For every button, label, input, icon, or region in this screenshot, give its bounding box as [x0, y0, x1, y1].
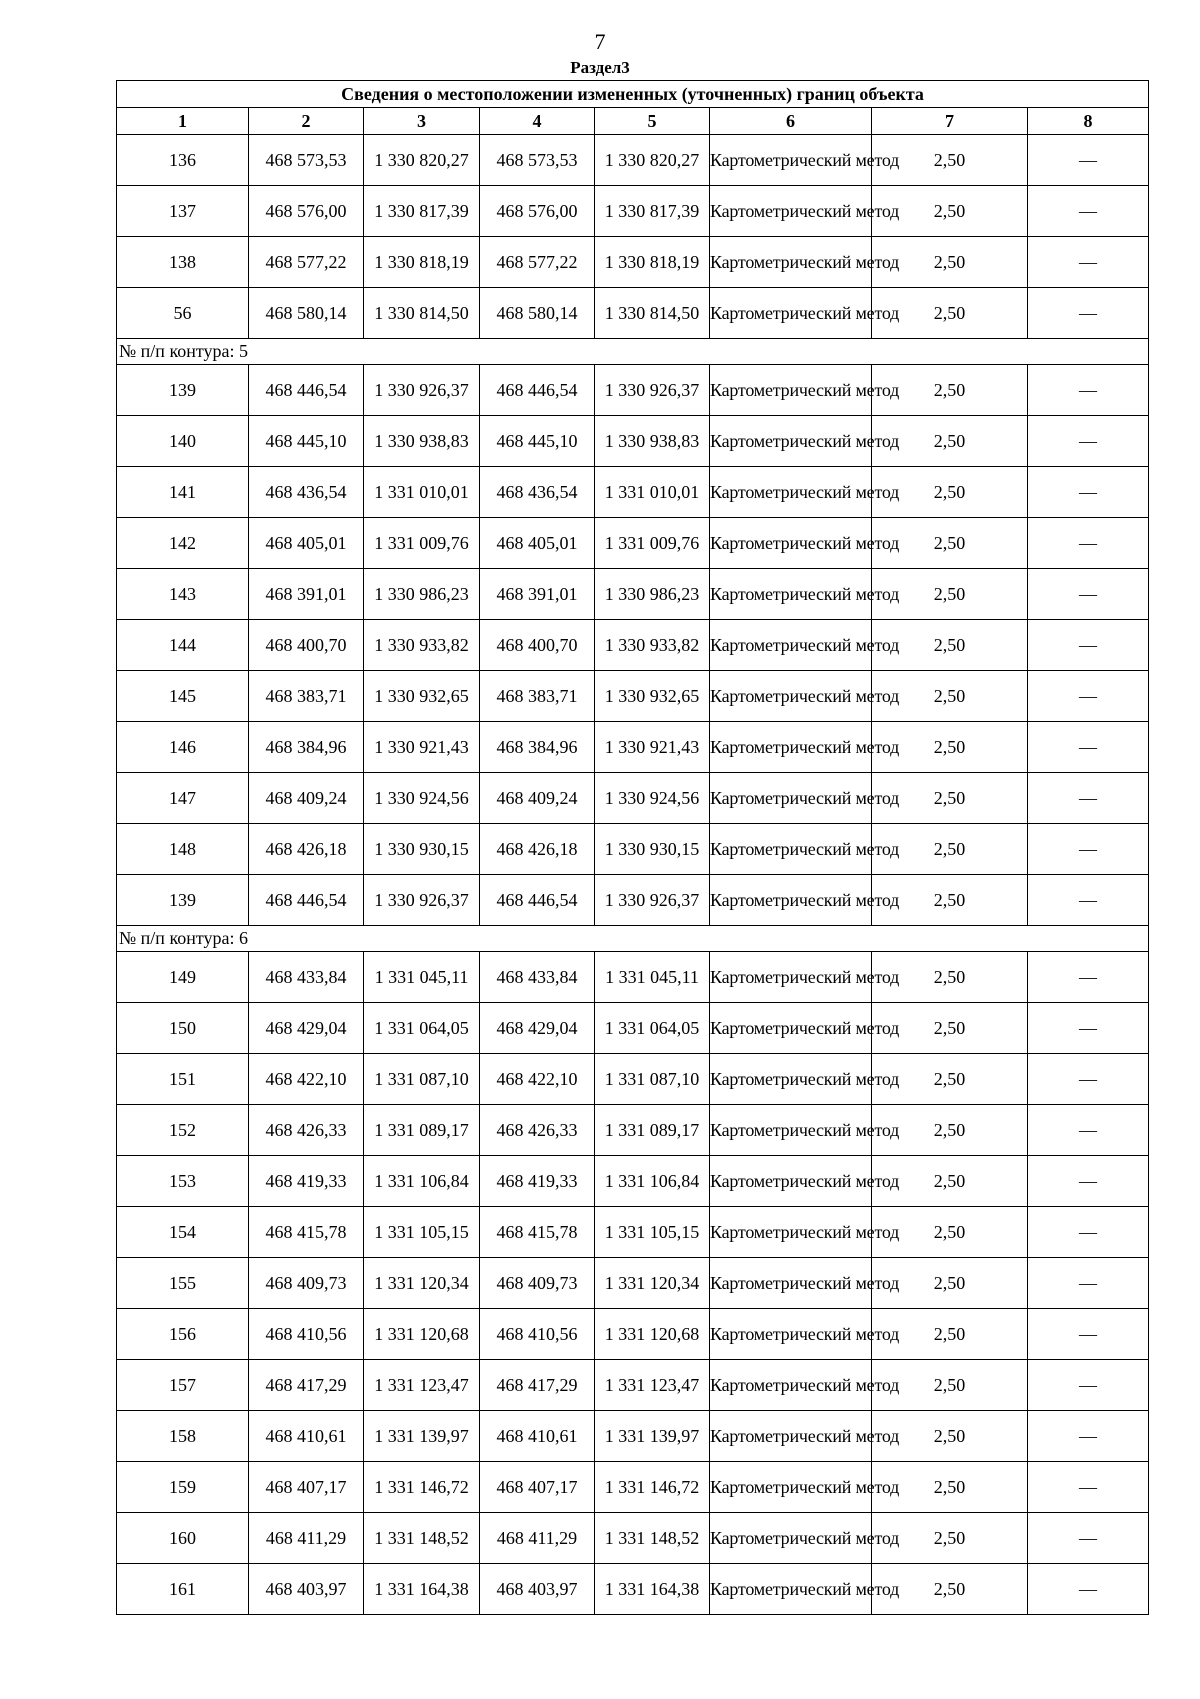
page-number: 7: [594, 29, 606, 54]
precision-cell: 2,50: [872, 1513, 1028, 1564]
method-cell: Картометрический метод: [710, 620, 872, 671]
y-new-cell: 1 331 106,84: [595, 1156, 710, 1207]
x-existing-cell: 468 415,78: [249, 1207, 364, 1258]
y-new-cell: 1 330 921,43: [595, 722, 710, 773]
y-existing-cell: 1 331 106,84: [364, 1156, 480, 1207]
coordinates-table: [116, 80, 1149, 1615]
precision-cell: 2,50: [872, 722, 1028, 773]
dash-cell: —: [1028, 237, 1149, 288]
precision-cell: 2,50: [872, 237, 1028, 288]
point-number-cell: 157: [117, 1360, 249, 1411]
x-existing-cell: 468 422,10: [249, 1054, 364, 1105]
y-existing-cell: 1 331 164,38: [364, 1564, 480, 1615]
x-new-cell: 468 411,29: [480, 1513, 595, 1564]
precision-cell: 2,50: [872, 1309, 1028, 1360]
x-new-cell: 468 433,84: [480, 952, 595, 1003]
x-new-cell: 468 391,01: [480, 569, 595, 620]
method-cell: Картометрический метод: [710, 1105, 872, 1156]
dash-cell: —: [1028, 1003, 1149, 1054]
point-number-cell: 142: [117, 518, 249, 569]
table-row: [117, 1309, 1149, 1360]
x-new-cell: 468 573,53: [480, 135, 595, 186]
precision-cell: 2,50: [872, 518, 1028, 569]
precision-cell: 2,50: [872, 620, 1028, 671]
method-cell: Картометрический метод: [710, 1258, 872, 1309]
point-number-cell: 156: [117, 1309, 249, 1360]
dash-cell: —: [1028, 1105, 1149, 1156]
y-new-cell: 1 331 139,97: [595, 1411, 710, 1462]
dash-cell: —: [1028, 1462, 1149, 1513]
method-cell: Картометрический метод: [710, 1054, 872, 1105]
method-cell: Картометрический метод: [710, 1309, 872, 1360]
column-header: 8: [1028, 108, 1149, 135]
table-row: [117, 1513, 1149, 1564]
table-row: [117, 186, 1149, 237]
x-existing-cell: 468 433,84: [249, 952, 364, 1003]
table-row: [117, 1411, 1149, 1462]
x-existing-cell: 468 419,33: [249, 1156, 364, 1207]
x-new-cell: 468 400,70: [480, 620, 595, 671]
x-existing-cell: 468 411,29: [249, 1513, 364, 1564]
y-existing-cell: 1 331 120,68: [364, 1309, 480, 1360]
dash-cell: —: [1028, 671, 1149, 722]
table-row: [117, 288, 1149, 339]
x-existing-cell: 468 445,10: [249, 416, 364, 467]
precision-cell: 2,50: [872, 1258, 1028, 1309]
y-existing-cell: 1 330 921,43: [364, 722, 480, 773]
method-cell: Картометрический метод: [710, 952, 872, 1003]
precision-cell: 2,50: [872, 952, 1028, 1003]
point-number-cell: 158: [117, 1411, 249, 1462]
x-existing-cell: 468 403,97: [249, 1564, 364, 1615]
x-new-cell: 468 419,33: [480, 1156, 595, 1207]
x-new-cell: 468 446,54: [480, 365, 595, 416]
table-row: [117, 569, 1149, 620]
dash-cell: —: [1028, 1564, 1149, 1615]
column-header: 5: [595, 108, 710, 135]
x-existing-cell: 468 405,01: [249, 518, 364, 569]
y-new-cell: 1 330 924,56: [595, 773, 710, 824]
table-header-row: [117, 108, 1149, 135]
precision-cell: 2,50: [872, 1003, 1028, 1054]
x-existing-cell: 468 446,54: [249, 875, 364, 926]
dash-cell: —: [1028, 135, 1149, 186]
x-existing-cell: 468 573,53: [249, 135, 364, 186]
precision-cell: 2,50: [872, 1156, 1028, 1207]
x-existing-cell: 468 426,18: [249, 824, 364, 875]
y-new-cell: 1 330 986,23: [595, 569, 710, 620]
y-existing-cell: 1 330 930,15: [364, 824, 480, 875]
x-existing-cell: 468 580,14: [249, 288, 364, 339]
precision-cell: 2,50: [872, 365, 1028, 416]
point-number-cell: 139: [117, 365, 249, 416]
y-existing-cell: 1 330 986,23: [364, 569, 480, 620]
dash-cell: —: [1028, 1258, 1149, 1309]
method-cell: Картометрический метод: [710, 569, 872, 620]
y-existing-cell: 1 330 933,82: [364, 620, 480, 671]
precision-cell: 2,50: [872, 824, 1028, 875]
x-new-cell: 468 580,14: [480, 288, 595, 339]
method-cell: Картометрический метод: [710, 1360, 872, 1411]
dash-cell: —: [1028, 875, 1149, 926]
table-row: [117, 1360, 1149, 1411]
precision-cell: 2,50: [872, 1564, 1028, 1615]
y-existing-cell: 1 330 817,39: [364, 186, 480, 237]
point-number-cell: 136: [117, 135, 249, 186]
dash-cell: —: [1028, 773, 1149, 824]
point-number-cell: 150: [117, 1003, 249, 1054]
y-existing-cell: 1 331 045,11: [364, 952, 480, 1003]
y-new-cell: 1 330 818,19: [595, 237, 710, 288]
table-row: [117, 1054, 1149, 1105]
dash-cell: —: [1028, 824, 1149, 875]
dash-cell: —: [1028, 620, 1149, 671]
contour-label: № п/п контура: 5: [117, 339, 1149, 365]
dash-cell: —: [1028, 288, 1149, 339]
precision-cell: 2,50: [872, 1054, 1028, 1105]
x-existing-cell: 468 429,04: [249, 1003, 364, 1054]
x-new-cell: 468 422,10: [480, 1054, 595, 1105]
column-header: 4: [480, 108, 595, 135]
x-existing-cell: 468 407,17: [249, 1462, 364, 1513]
table-row: [117, 1207, 1149, 1258]
y-new-cell: 1 331 164,38: [595, 1564, 710, 1615]
dash-cell: —: [1028, 1054, 1149, 1105]
x-existing-cell: 468 409,73: [249, 1258, 364, 1309]
y-new-cell: 1 331 148,52: [595, 1513, 710, 1564]
point-number-cell: 137: [117, 186, 249, 237]
x-new-cell: 468 410,56: [480, 1309, 595, 1360]
point-number-cell: 141: [117, 467, 249, 518]
dash-cell: —: [1028, 1309, 1149, 1360]
dash-cell: —: [1028, 518, 1149, 569]
table-row: [117, 1003, 1149, 1054]
dash-cell: —: [1028, 722, 1149, 773]
x-new-cell: 468 409,24: [480, 773, 595, 824]
table-row: [117, 952, 1149, 1003]
table-row: [117, 365, 1149, 416]
y-existing-cell: 1 330 926,37: [364, 365, 480, 416]
point-number-cell: 140: [117, 416, 249, 467]
precision-cell: 2,50: [872, 467, 1028, 518]
table-body: [117, 135, 1149, 1615]
table-row: [117, 824, 1149, 875]
x-existing-cell: 468 446,54: [249, 365, 364, 416]
method-cell: Картометрический метод: [710, 671, 872, 722]
point-number-cell: 151: [117, 1054, 249, 1105]
point-number-cell: 56: [117, 288, 249, 339]
precision-cell: 2,50: [872, 773, 1028, 824]
method-cell: Картометрический метод: [710, 416, 872, 467]
x-existing-cell: 468 410,56: [249, 1309, 364, 1360]
dash-cell: —: [1028, 416, 1149, 467]
x-new-cell: 468 576,00: [480, 186, 595, 237]
y-existing-cell: 1 331 139,97: [364, 1411, 480, 1462]
x-new-cell: 468 410,61: [480, 1411, 595, 1462]
x-existing-cell: 468 384,96: [249, 722, 364, 773]
x-existing-cell: 468 436,54: [249, 467, 364, 518]
method-cell: Картометрический метод: [710, 237, 872, 288]
method-cell: Картометрический метод: [710, 722, 872, 773]
y-new-cell: 1 330 930,15: [595, 824, 710, 875]
y-existing-cell: 1 330 814,50: [364, 288, 480, 339]
y-existing-cell: 1 330 924,56: [364, 773, 480, 824]
x-new-cell: 468 429,04: [480, 1003, 595, 1054]
method-cell: Картометрический метод: [710, 135, 872, 186]
column-header: 1: [117, 108, 249, 135]
dash-cell: —: [1028, 1360, 1149, 1411]
y-new-cell: 1 331 010,01: [595, 467, 710, 518]
y-existing-cell: 1 331 148,52: [364, 1513, 480, 1564]
method-cell: Картометрический метод: [710, 824, 872, 875]
x-new-cell: 468 426,18: [480, 824, 595, 875]
method-cell: Картометрический метод: [710, 518, 872, 569]
precision-cell: 2,50: [872, 1462, 1028, 1513]
method-cell: Картометрический метод: [710, 365, 872, 416]
method-cell: Картометрический метод: [710, 1462, 872, 1513]
y-new-cell: 1 331 064,05: [595, 1003, 710, 1054]
precision-cell: 2,50: [872, 416, 1028, 467]
table-row: [117, 237, 1149, 288]
x-existing-cell: 468 417,29: [249, 1360, 364, 1411]
method-cell: Картометрический метод: [710, 186, 872, 237]
y-existing-cell: 1 331 010,01: [364, 467, 480, 518]
column-header: 3: [364, 108, 480, 135]
y-new-cell: 1 330 938,83: [595, 416, 710, 467]
method-cell: Картометрический метод: [710, 467, 872, 518]
x-new-cell: 468 384,96: [480, 722, 595, 773]
table-row: [117, 1105, 1149, 1156]
precision-cell: 2,50: [872, 671, 1028, 722]
y-new-cell: 1 331 045,11: [595, 952, 710, 1003]
x-existing-cell: 468 383,71: [249, 671, 364, 722]
point-number-cell: 146: [117, 722, 249, 773]
point-number-cell: 138: [117, 237, 249, 288]
precision-cell: 2,50: [872, 1105, 1028, 1156]
point-number-cell: 159: [117, 1462, 249, 1513]
dash-cell: —: [1028, 1411, 1149, 1462]
x-new-cell: 468 415,78: [480, 1207, 595, 1258]
contour-label: № п/п контура: 6: [117, 926, 1149, 952]
y-existing-cell: 1 331 089,17: [364, 1105, 480, 1156]
x-new-cell: 468 436,54: [480, 467, 595, 518]
point-number-cell: 139: [117, 875, 249, 926]
x-existing-cell: 468 577,22: [249, 237, 364, 288]
point-number-cell: 160: [117, 1513, 249, 1564]
method-cell: Картометрический метод: [710, 288, 872, 339]
table-caption-row: [117, 81, 1149, 108]
column-header: 2: [249, 108, 364, 135]
x-new-cell: 468 407,17: [480, 1462, 595, 1513]
table-row: [117, 467, 1149, 518]
method-cell: Картометрический метод: [710, 875, 872, 926]
y-new-cell: 1 331 120,68: [595, 1309, 710, 1360]
x-new-cell: 468 383,71: [480, 671, 595, 722]
x-new-cell: 468 417,29: [480, 1360, 595, 1411]
table-row: [117, 518, 1149, 569]
precision-cell: 2,50: [872, 186, 1028, 237]
y-new-cell: 1 330 932,65: [595, 671, 710, 722]
x-new-cell: 468 445,10: [480, 416, 595, 467]
section-title: Раздел3: [570, 58, 630, 77]
point-number-cell: 145: [117, 671, 249, 722]
point-number-cell: 152: [117, 1105, 249, 1156]
y-new-cell: 1 331 123,47: [595, 1360, 710, 1411]
precision-cell: 2,50: [872, 135, 1028, 186]
y-new-cell: 1 330 933,82: [595, 620, 710, 671]
x-existing-cell: 468 426,33: [249, 1105, 364, 1156]
dash-cell: —: [1028, 569, 1149, 620]
table-row: [117, 1462, 1149, 1513]
x-new-cell: 468 409,73: [480, 1258, 595, 1309]
column-header: 6: [710, 108, 872, 135]
method-cell: Картометрический метод: [710, 1156, 872, 1207]
contour-row: [117, 339, 1149, 365]
precision-cell: 2,50: [872, 569, 1028, 620]
y-existing-cell: 1 331 009,76: [364, 518, 480, 569]
dash-cell: —: [1028, 467, 1149, 518]
y-new-cell: 1 330 820,27: [595, 135, 710, 186]
y-existing-cell: 1 330 926,37: [364, 875, 480, 926]
point-number-cell: 147: [117, 773, 249, 824]
y-new-cell: 1 331 087,10: [595, 1054, 710, 1105]
dash-cell: —: [1028, 1207, 1149, 1258]
table-row: [117, 875, 1149, 926]
x-existing-cell: 468 391,01: [249, 569, 364, 620]
x-new-cell: 468 577,22: [480, 237, 595, 288]
point-number-cell: 149: [117, 952, 249, 1003]
y-new-cell: 1 331 089,17: [595, 1105, 710, 1156]
method-cell: Картометрический метод: [710, 1564, 872, 1615]
table-row: [117, 135, 1149, 186]
table-caption: Сведения о местоположении измененных (уточненных) границ объекта: [117, 81, 1149, 108]
table-row: [117, 773, 1149, 824]
point-number-cell: 144: [117, 620, 249, 671]
point-number-cell: 153: [117, 1156, 249, 1207]
precision-cell: 2,50: [872, 288, 1028, 339]
dash-cell: —: [1028, 1513, 1149, 1564]
point-number-cell: 143: [117, 569, 249, 620]
point-number-cell: 161: [117, 1564, 249, 1615]
contour-row: [117, 926, 1149, 952]
y-existing-cell: 1 331 146,72: [364, 1462, 480, 1513]
method-cell: Картометрический метод: [710, 773, 872, 824]
method-cell: Картометрический метод: [710, 1207, 872, 1258]
y-new-cell: 1 331 009,76: [595, 518, 710, 569]
x-new-cell: 468 446,54: [480, 875, 595, 926]
method-cell: Картометрический метод: [710, 1003, 872, 1054]
y-new-cell: 1 331 120,34: [595, 1258, 710, 1309]
x-new-cell: 468 426,33: [480, 1105, 595, 1156]
point-number-cell: 148: [117, 824, 249, 875]
y-new-cell: 1 330 926,37: [595, 875, 710, 926]
x-existing-cell: 468 576,00: [249, 186, 364, 237]
y-existing-cell: 1 330 820,27: [364, 135, 480, 186]
x-new-cell: 468 403,97: [480, 1564, 595, 1615]
precision-cell: 2,50: [872, 1207, 1028, 1258]
table-row: [117, 620, 1149, 671]
precision-cell: 2,50: [872, 875, 1028, 926]
x-existing-cell: 468 409,24: [249, 773, 364, 824]
column-header: 7: [872, 108, 1028, 135]
table-row: [117, 1156, 1149, 1207]
y-existing-cell: 1 330 932,65: [364, 671, 480, 722]
dash-cell: —: [1028, 365, 1149, 416]
table-row: [117, 722, 1149, 773]
y-existing-cell: 1 330 938,83: [364, 416, 480, 467]
table-row: [117, 671, 1149, 722]
x-new-cell: 468 405,01: [480, 518, 595, 569]
y-new-cell: 1 331 146,72: [595, 1462, 710, 1513]
method-cell: Картометрический метод: [710, 1513, 872, 1564]
y-new-cell: 1 330 926,37: [595, 365, 710, 416]
table-row: [117, 416, 1149, 467]
method-cell: Картометрический метод: [710, 1411, 872, 1462]
precision-cell: 2,50: [872, 1411, 1028, 1462]
y-new-cell: 1 330 817,39: [595, 186, 710, 237]
x-existing-cell: 468 400,70: [249, 620, 364, 671]
dash-cell: —: [1028, 1156, 1149, 1207]
y-new-cell: 1 331 105,15: [595, 1207, 710, 1258]
x-existing-cell: 468 410,61: [249, 1411, 364, 1462]
table-row: [117, 1258, 1149, 1309]
y-existing-cell: 1 331 064,05: [364, 1003, 480, 1054]
y-existing-cell: 1 331 120,34: [364, 1258, 480, 1309]
point-number-cell: 154: [117, 1207, 249, 1258]
precision-cell: 2,50: [872, 1360, 1028, 1411]
point-number-cell: 155: [117, 1258, 249, 1309]
dash-cell: —: [1028, 186, 1149, 237]
y-existing-cell: 1 331 123,47: [364, 1360, 480, 1411]
table-row: [117, 1564, 1149, 1615]
y-existing-cell: 1 331 087,10: [364, 1054, 480, 1105]
y-existing-cell: 1 330 818,19: [364, 237, 480, 288]
y-new-cell: 1 330 814,50: [595, 288, 710, 339]
y-existing-cell: 1 331 105,15: [364, 1207, 480, 1258]
dash-cell: —: [1028, 952, 1149, 1003]
